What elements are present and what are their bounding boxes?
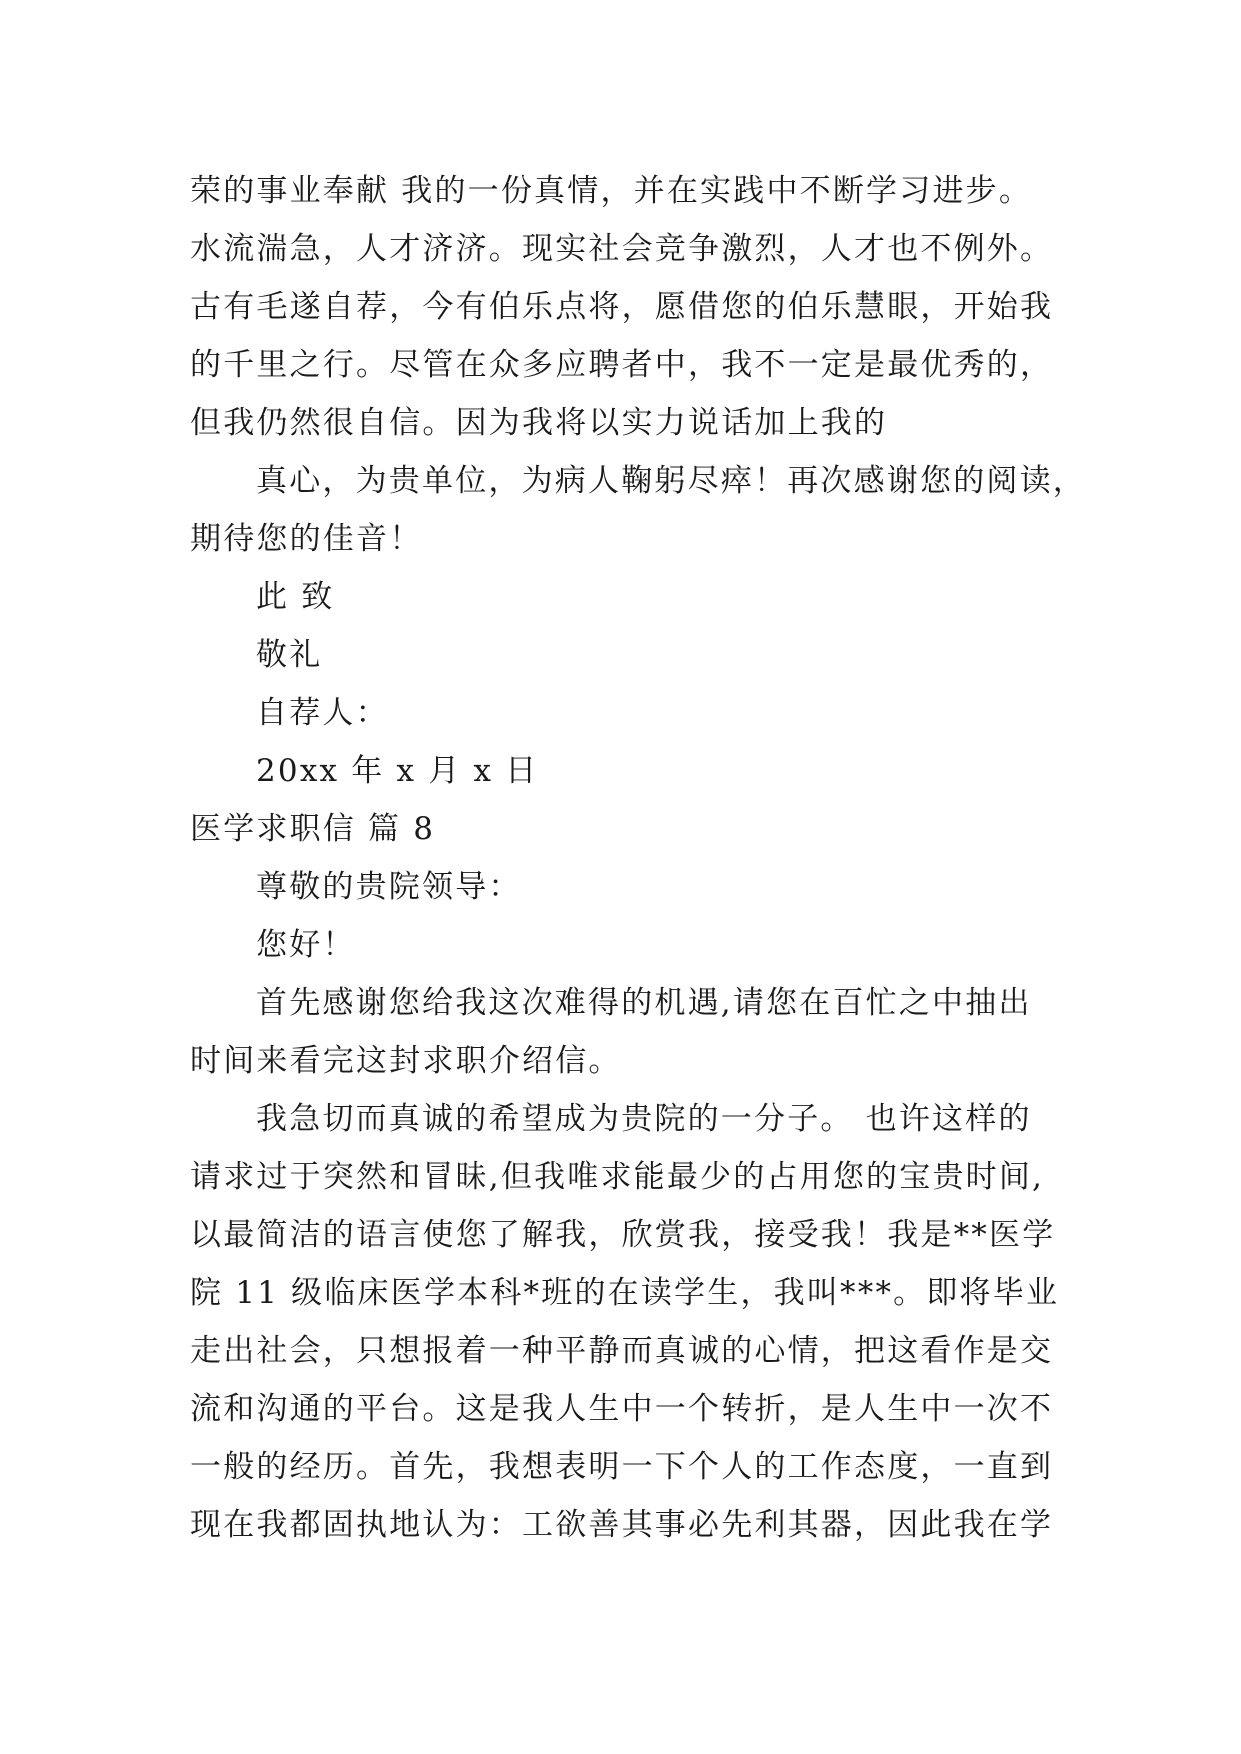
- text-line: 现在我都固执地认为：工欲善其事必先利其器，因此我在学: [190, 1507, 1054, 1543]
- text-line: 以最简洁的语言使您了解我，欣赏我，接受我！我是**医学: [190, 1217, 1056, 1253]
- closing-regards: 敬礼: [256, 637, 323, 673]
- text-line: 请求过于突然和冒昧,但我唯求能最少的占用您的宝贵时间,: [190, 1159, 1045, 1195]
- text-line: 水流湍急，人才济济。现实社会竞争激烈，人才也不例外。: [190, 231, 1054, 267]
- text-line: 首先感谢您给我这次难得的机遇,请您在百忙之中抽出: [256, 985, 1032, 1021]
- greeting: 您好！: [256, 927, 356, 963]
- document-page: [190, 162, 1086, 1554]
- text-line: 院 11 级临床医学本科*班的在读学生，我叫***。即将毕业: [190, 1275, 1060, 1311]
- text-line: 时间来看完这封求职介绍信。: [190, 1043, 622, 1079]
- text-line: 一般的经历。首先，我想表明一下个人的工作态度，一直到: [190, 1449, 1054, 1485]
- text-line: 荣的事业奉献 我的一份真情，并在实践中不断学习进步。: [190, 173, 1033, 209]
- section-heading: 医学求职信 篇 8: [190, 811, 436, 847]
- text-line: 我急切而真诚的希望成为贵院的一分子。 也许这样的: [256, 1101, 1032, 1137]
- text-line: 的千里之行。尽管在众多应聘者中，我不一定是最优秀的，: [190, 347, 1054, 383]
- closing-salutation: 此 致: [256, 579, 335, 615]
- text-line: 期待您的佳音！: [190, 521, 423, 557]
- text-line: 但我仍然很自信。因为我将以实力说话加上我的: [190, 405, 888, 441]
- date-line: 20xx 年 x 月 x 日: [256, 753, 539, 789]
- text-line: 走出社会，只想报着一种平静而真诚的心情，把这看作是交: [190, 1333, 1054, 1369]
- signature-label: 自荐人：: [256, 695, 389, 731]
- text-line: 古有毛遂自荐，今有伯乐点将，愿借您的伯乐慧眼，开始我: [190, 289, 1054, 325]
- text-line: 真心，为贵单位，为病人鞠躬尽瘁！再次感谢您的阅读，: [256, 463, 1086, 499]
- greeting-recipient: 尊敬的贵院领导：: [256, 869, 522, 905]
- text-line: 流和沟通的平台。这是我人生中一个转折，是人生中一次不: [190, 1391, 1054, 1427]
